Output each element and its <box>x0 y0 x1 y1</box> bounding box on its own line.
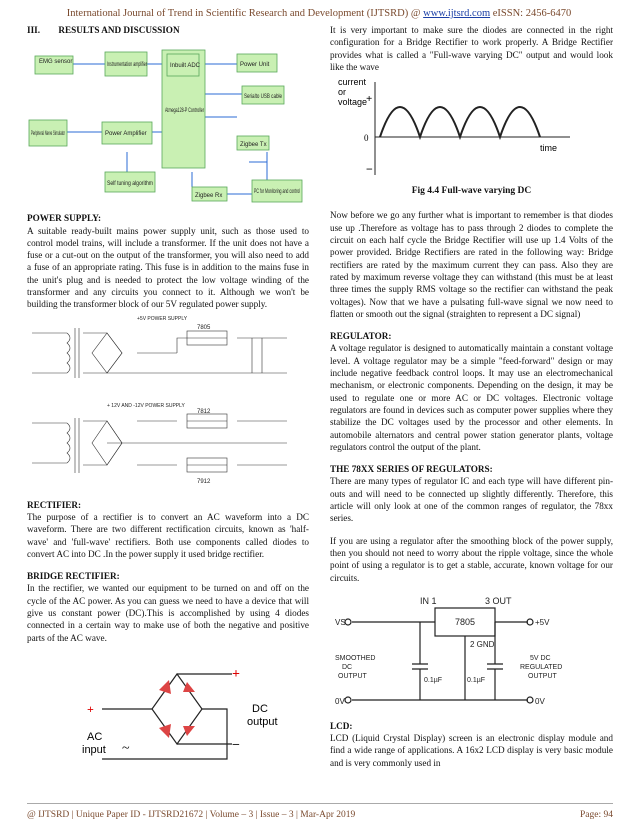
svg-text:~: ~ <box>122 740 130 756</box>
series-heading: THE 78XX SERIES OF REGULATORS: <box>330 464 493 475</box>
smoothing-text: If you are using a regulator after the smoothing block of the power supply, then you should not need to worry about the ripple voltage, since the whole point of using a regulator is to get a stable, accurate, known voltage for our circuits. <box>330 535 613 583</box>
reg-smooth3: OUTPUT <box>338 672 367 680</box>
reg-smooth2: DC <box>342 663 353 671</box>
pns-label: Peripheral Nerve Simulator <box>31 131 65 138</box>
pamp-label: Power Amplifier <box>105 131 147 138</box>
reg-chip: 7805 <box>455 616 476 627</box>
right-column <box>330 24 613 779</box>
circuit2-reg-bot: 7912 <box>197 478 211 485</box>
mid-text: Now before we go any further what is important to remember is that diodes use up .Therefore as voltage has to pass through 2 diodes to complete the circuit on each half cycle the Bridge Rectifier will use up 1.4 Volts of the power provided. Bridge Rectifiers are rated in the following way: Bridge rectifiers are rated by the maximum current they can pass. Also they are rated by maximum reverse voltage they can withstand (this must be at least three times the supply RMS voltage so the rectifier can withstand the peak voltages). Now that we have a pulsating full-wave signal we now need to flatten or smooth out the signal (straighten to represent a DC signal) <box>330 210 613 319</box>
reg-cap1: 0.1µF <box>424 676 443 684</box>
rectifier-heading: RECTIFIER: <box>27 499 82 510</box>
power-unit-label: Power Unit <box>240 62 270 69</box>
power-supply-heading: POWER SUPPLY: <box>27 213 102 224</box>
regulator-7805-figure <box>330 594 613 712</box>
section-heading: III. RESULTS AND DISCUSSION <box>27 25 180 35</box>
bridge-rectifier-figure <box>27 654 309 774</box>
fig44-caption: Fig 4.4 Full-wave varying DC <box>411 186 532 197</box>
rectifier-text: The purpose of a rectifier is to convert an AC waveform into a DC waveform. There are two different rectification circuits, known as 'half-wave' and 'full-wave' rectifiers. Both use components called diodes to convert AC into DC .In the power supply it used bridge rectifier. <box>27 511 309 559</box>
wave-ylabel2: or <box>338 87 347 98</box>
intro-text: It is very important to make sure the diodes are connected in the right configuration for a Bridge Rectifier to work properly. A Bridge Rectifier provides what is called a "Full-wave varying DC" output and would look like the wave <box>330 25 613 72</box>
footer-rule <box>27 803 613 804</box>
wave-xlabel: time <box>540 143 558 154</box>
serial-label: Serialto USB cable <box>244 94 283 101</box>
lcd-heading: LCD: <box>330 720 353 731</box>
circuit2-title: + 12V AND -12V POWER SUPPLY <box>107 402 185 409</box>
series-text: There are many types of regulator IC and each type will have different pin-outs and will need to be connected up slightly differently. Therefore, this article will only look at one of the common ranges of regulator, the 78xx series. <box>330 476 613 524</box>
reg-ov: 0V <box>335 696 345 706</box>
reg-out2: REGULATED <box>520 663 563 671</box>
ac-input-label: input <box>82 743 106 756</box>
bridge-heading: BRIDGE RECTIFIER: <box>27 571 120 582</box>
footer-page: Page: 94 <box>580 810 613 820</box>
selftune-label: Self tuning algorithm <box>107 181 153 188</box>
regulator-heading: REGULATOR: <box>330 331 392 342</box>
dc-output-label: output <box>247 715 278 728</box>
bridge-text: In the rectifier, we wanted our equipment to be turned on and off on the cycle of the AC power. As you can guess we need to have a device that will give us constant power (DC).This is accomplished by using 4 diodes connected in a certain way to make use of both the negative and positive parts of the AC wave. <box>27 583 309 643</box>
wave-zero: 0 <box>364 133 369 144</box>
regulator-text: A voltage regulator is designed to automatically maintain a constant voltage level. A voltage regulator may be a simple "feed-forward" design or may include negative feedback control loops. It may use an electromechanical mechanism, or electronic components. Depending on the design, it may be used to regulate one or more AC or DC voltages. Electronic voltage regulators are found in devices such as computer power supplies where they stabilize the DC voltages used by the processor and other elements. In automobile alternators and central power station generator plants, voltage regulators control the output of the plant. <box>330 343 613 452</box>
header-issn: eISSN: 2456-6470 <box>490 8 572 19</box>
lcd-text: LCD (Liquid Crystal Display) screen is an electronic display module and find a wide range of applications. A 16x2 LCD display is very basic module and is very commonly used in <box>330 733 613 768</box>
power-supply-circuits <box>27 313 309 491</box>
svg-text:−: − <box>366 162 373 177</box>
adc-label: Inbuilt ADC <box>170 63 201 70</box>
zigrx-label: Zigbee Rx <box>195 193 223 200</box>
reg-smooth1: SMOOTHED <box>335 654 376 662</box>
reg-gnd: 2 GND <box>470 639 495 649</box>
reg-in: IN 1 <box>420 595 437 606</box>
journal-header <box>0 8 638 19</box>
reg-out: 3 OUT <box>485 595 512 606</box>
header-link[interactable]: www.ijtsrd.com <box>423 8 491 19</box>
reg-out1: 5V DC <box>530 654 551 662</box>
svg-text:−: − <box>232 737 240 753</box>
instr-label: Instrumentation amplifier <box>107 62 147 69</box>
pc-label: PC for Monitoring and control <box>254 189 300 196</box>
reg-ov2: 0V <box>535 696 545 706</box>
reg-plus5: +5V <box>535 617 550 627</box>
circuit2-reg-top: 7812 <box>197 408 211 415</box>
header-text: International Journal of Trend in Scientific Research and Development (IJTSRD) @ <box>66 8 424 19</box>
fullwave-figure <box>330 77 613 177</box>
footer-left: @ IJTSRD | Unique Paper ID - IJTSRD21672 | Volume – 3 | Issue – 3 | Mar-Apr 2019 <box>27 810 356 820</box>
svg-text:+: + <box>232 666 240 682</box>
system-block-diagram <box>27 42 309 204</box>
svg-text:+: + <box>87 701 94 716</box>
circuit1-title: +5V POWER SUPPLY <box>137 315 188 322</box>
power-supply-text: A suitable ready-built mains power supply unit, such as those used to control model trains, will include a transformer. If the unit does not have a fuse or a cut-out on the output of the transformer, you will also need to add a fuse of an appropriate rating. This fuse is in addition to the mains fuse in the unit's plug and is needed to protect the low voltage winding of the transformer and any circuits you connect to it. Although we won't be building the transformer block of our 5V regulated power supply. <box>27 225 309 310</box>
ac-label: AC <box>87 730 103 743</box>
emg-label: EMG sensor <box>39 59 73 66</box>
atmega-label: Atmega128-P Controller <box>165 108 204 115</box>
dc-label: DC <box>252 702 268 715</box>
page-footer <box>27 810 613 820</box>
circuit1-reg: 7805 <box>197 324 211 331</box>
svg-text:+: + <box>366 93 373 106</box>
reg-out3: OUTPUT <box>528 672 557 680</box>
left-column <box>27 24 309 782</box>
wave-ylabel1: current <box>338 77 367 88</box>
reg-cap2: 0.1µF <box>467 676 486 684</box>
zigtx-label: Zigbee Tx <box>240 142 267 149</box>
reg-vs: VS <box>335 617 346 627</box>
wave-ylabel3: voltage <box>338 97 368 108</box>
